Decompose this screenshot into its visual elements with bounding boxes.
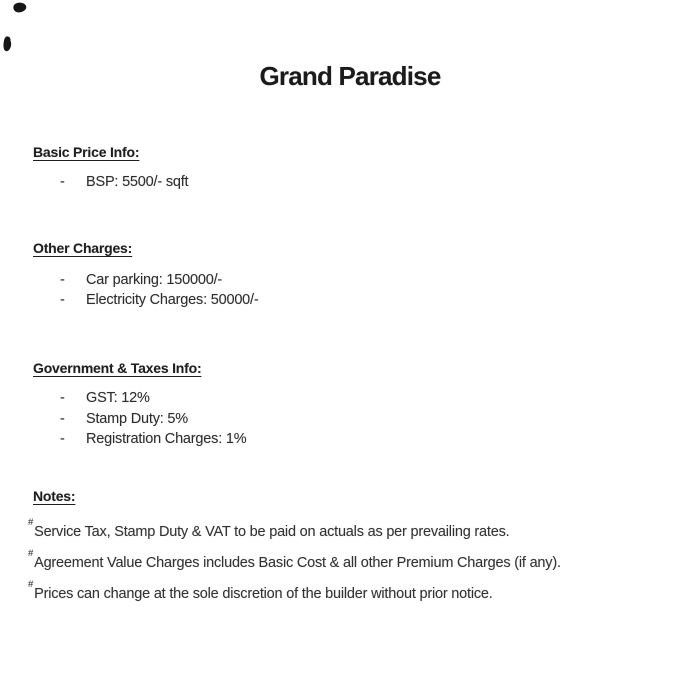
bullet-dash: - bbox=[60, 390, 65, 406]
note-text: Service Tax, Stamp Duty & VAT to be paid on actuals as per prevailing rates. bbox=[34, 523, 510, 540]
page-title: Grand Paradise bbox=[259, 61, 441, 91]
bullet-dash: - bbox=[60, 174, 65, 190]
note-text: Prices can change at the sole discretion of the builder without prior notice. bbox=[34, 585, 493, 602]
bullet-text: Stamp Duty: 5% bbox=[86, 411, 188, 427]
bullet-item-registration bbox=[60, 430, 246, 448]
note-hash-marker: # bbox=[28, 548, 34, 559]
bullet-text: Car parking: 150000/- bbox=[86, 272, 223, 288]
bullet-item-bsp bbox=[60, 173, 188, 191]
bullet-text: BSP: 5500/- sqft bbox=[86, 174, 189, 190]
bullet-item-electricity bbox=[60, 291, 259, 309]
section-heading-basic-price: Basic Price Info: bbox=[33, 144, 140, 160]
bullet-item-gst bbox=[60, 389, 150, 407]
section-heading-govt-taxes: Government & Taxes Info: bbox=[33, 360, 202, 376]
bullet-item-car-parking bbox=[60, 271, 222, 289]
bullet-item-stamp-duty bbox=[60, 410, 188, 428]
bullet-dash: - bbox=[60, 431, 65, 447]
section-heading-other-charges: Other Charges: bbox=[33, 240, 133, 256]
bullet-text: Electricity Charges: 50000/- bbox=[86, 292, 259, 308]
bullet-dash: - bbox=[60, 292, 65, 308]
bullet-dash: - bbox=[60, 272, 65, 288]
bullet-dash: - bbox=[60, 411, 65, 427]
note-hash-marker: # bbox=[28, 517, 34, 528]
bullet-text: Registration Charges: 1% bbox=[86, 431, 247, 447]
note-line-price-change bbox=[28, 580, 493, 604]
note-hash-marker: # bbox=[28, 579, 34, 590]
note-text: Agreement Value Charges includes Basic Cost & all other Premium Charges (if any). bbox=[34, 554, 561, 571]
note-line-agreement-value bbox=[28, 549, 561, 573]
note-line-service-tax bbox=[28, 518, 509, 542]
section-heading-notes: Notes: bbox=[33, 488, 76, 504]
scan-artifact-marks bbox=[0, 0, 40, 60]
bullet-text: GST: 12% bbox=[86, 390, 150, 406]
